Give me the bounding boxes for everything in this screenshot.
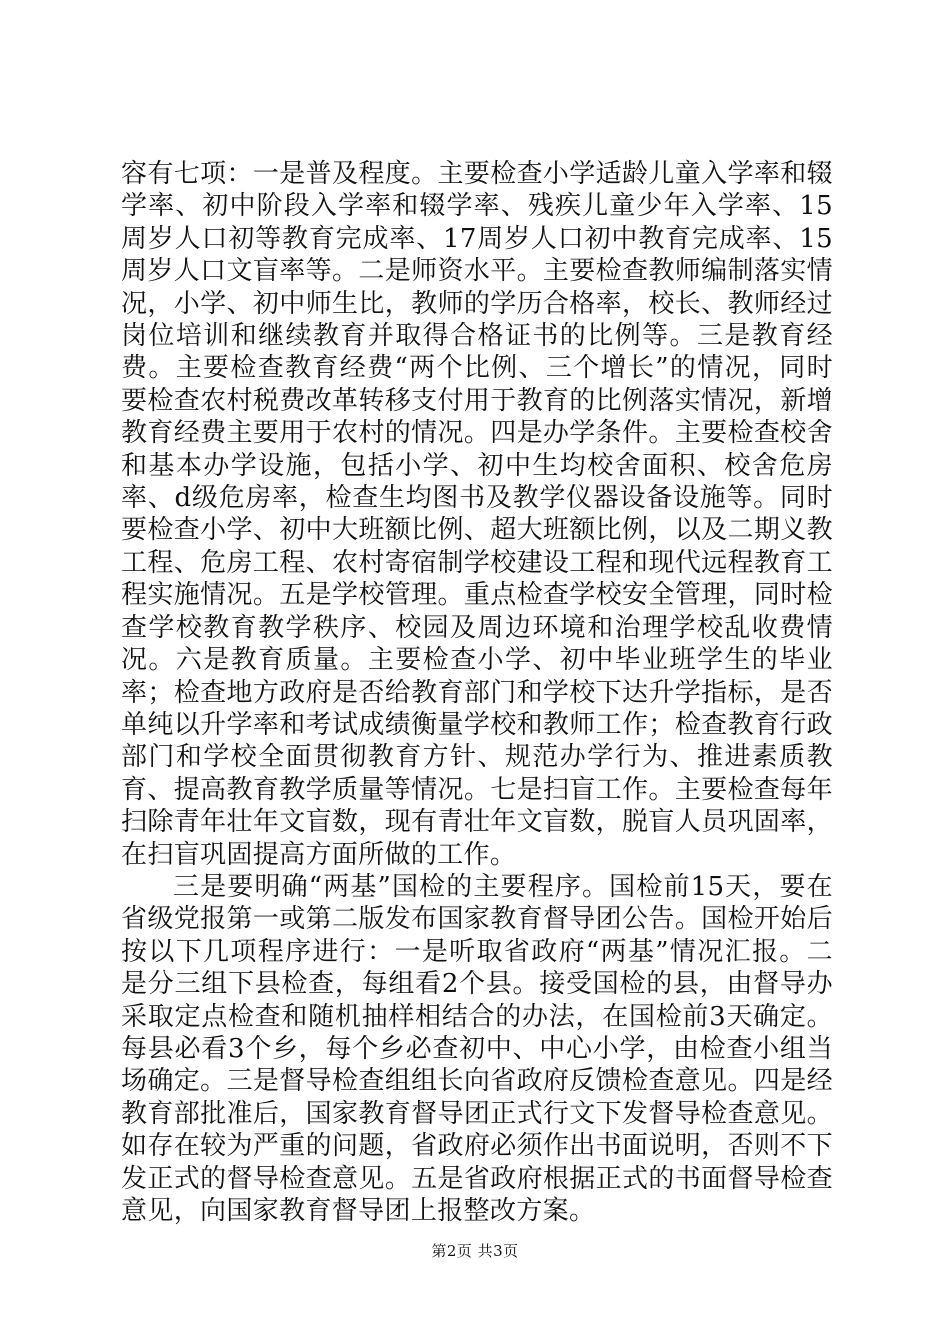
paragraph-inspection-procedure: 三是要明确“两基”国检的主要程序。国检前15天，要在省级党报第一或第二版发布国家教育督导团公告。国检开始后按以下几项程序进行：一是听取省政府“两基”情况汇报。二是分三组下县检查，每组看2个县。接受国检的县，由督导办采取定点检查和随机抽样相结合的办法，在国检前3天确定。每县必看3个乡，每个乡必查初中、中心小学，由检查小组当场确定。三是督导检查组组长向省政府反馈检查意见。四是经教育部批准后，国家教育督导团正式行文下发督导检查意见。如存在较为严重的问题，省政府必须作出书面说明，否则不下发正式的督导检查意见。五是省政府根据正式的书面督导检查意见，向国家教育督导团上报整改方案。 xyxy=(121,871,833,1226)
page-number-footer: 第2页 共3页 xyxy=(431,1242,519,1260)
paragraph-inspection-content: 容有七项：一是普及程度。主要检查小学适龄儿童入学率和辍学率、初中阶段入学率和辍学率、残疾儿童少年入学率、15周岁人口初等教育完成率、17周岁人口初中教育完成率、15周岁人口文盲率等。二是师资水平。主要检查教师编制落实情况，小学、初中师生比，教师的学历合格率，校长、教师经过岗位培训和继续教育并取得合格证书的比例等。三是教育经费。主要检查教育经费“两个比例、三个增长”的情况，同时要检查农村税费改革转移支付用于教育的比例落实情况，新增教育经费主要用于农村的情况。四是办学条件。主要检查校舍和基本办学设施，包括小学、初中生均校舍面积、校舍危房率、d级危房率，检查生均图书及教学仪器设备设施等。同时要检查小学、初中大班额比例、超大班额比例，以及二期义教工程、危房工程、农村寄宿制学校建设工程和现代远程教育工程实施情况。五是学校管理。重点检查学校安全管理，同时检查学校教育教学秩序、校园及周边环境和治理学校乱收费情况。六是教育质量。主要检查小学、初中毕业班学生的毕业率；检查地方政府是否给教育部门和学校下达升学指标，是否单纯以升学率和考试成绩衡量学校和教师工作；检查教育行政部门和学校全面贯彻教育方针、规范办学行为、推进素质教育、提高教育教学质量等情况。七是扫盲工作。主要检查每年扫除青年壮年文盲数，现有青壮年文盲数，脱盲人员巩固率，在扫盲巩固提高方面所做的工作。 xyxy=(121,159,833,870)
document-body xyxy=(121,158,833,1227)
